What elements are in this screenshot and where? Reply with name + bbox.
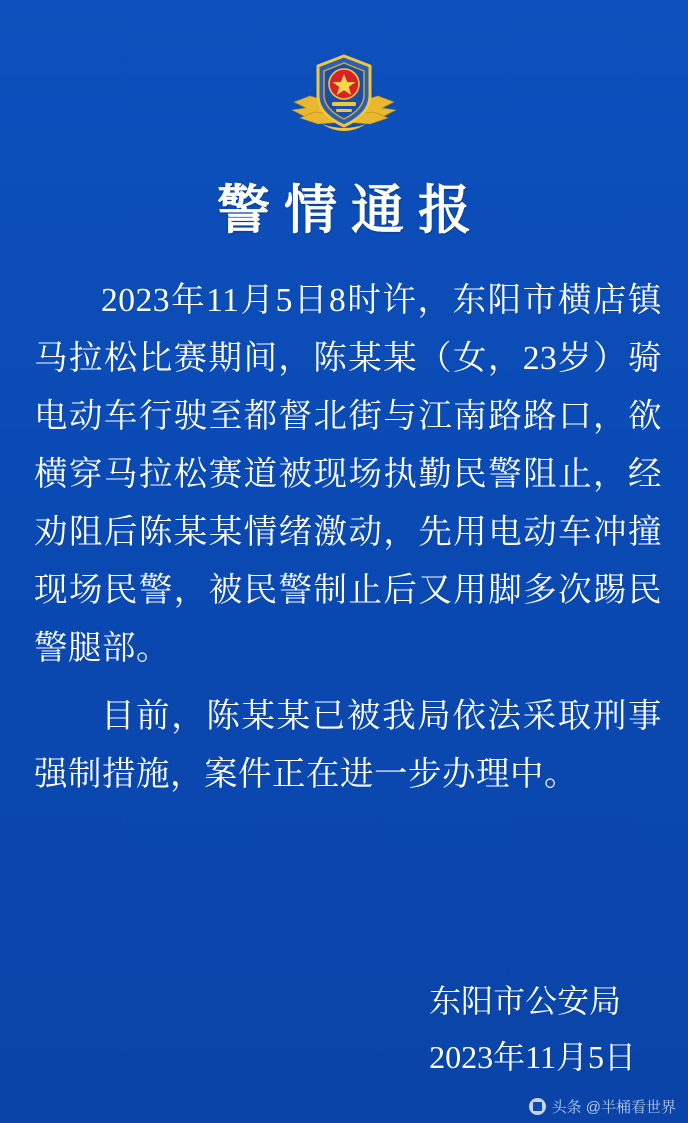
watermark-label: 头条 @半桶看世界 — [551, 1099, 676, 1116]
paragraph-2: 目前，陈某某已被我局依法采取刑事强制措施，案件正在进一步办理中。 — [34, 698, 662, 793]
page-title: 警情通报 — [217, 182, 485, 240]
signature-block — [429, 973, 636, 1085]
china-police-badge-emblem — [282, 52, 406, 144]
issue-date: 2023年11月5日 — [429, 1039, 636, 1075]
issuer-name: 东阳市公安局 — [429, 983, 622, 1019]
notice-body — [34, 272, 662, 804]
toutiao-logo-icon — [529, 1098, 546, 1115]
emblem-container — [0, 52, 688, 144]
watermark — [529, 1096, 676, 1117]
paragraph-1: 2023年11月5日8时许，东阳市横店镇马拉松比赛期间，陈某某（女，23岁）骑电动车行驶至都督北街与江南路路口，欲横穿马拉松赛道被现场执勤民警阻止，经劝阻后陈某某情绪激动，先用电动车冲撞现场民警，被民警制止后又用脚多次踢民警腿部。 — [34, 282, 662, 667]
